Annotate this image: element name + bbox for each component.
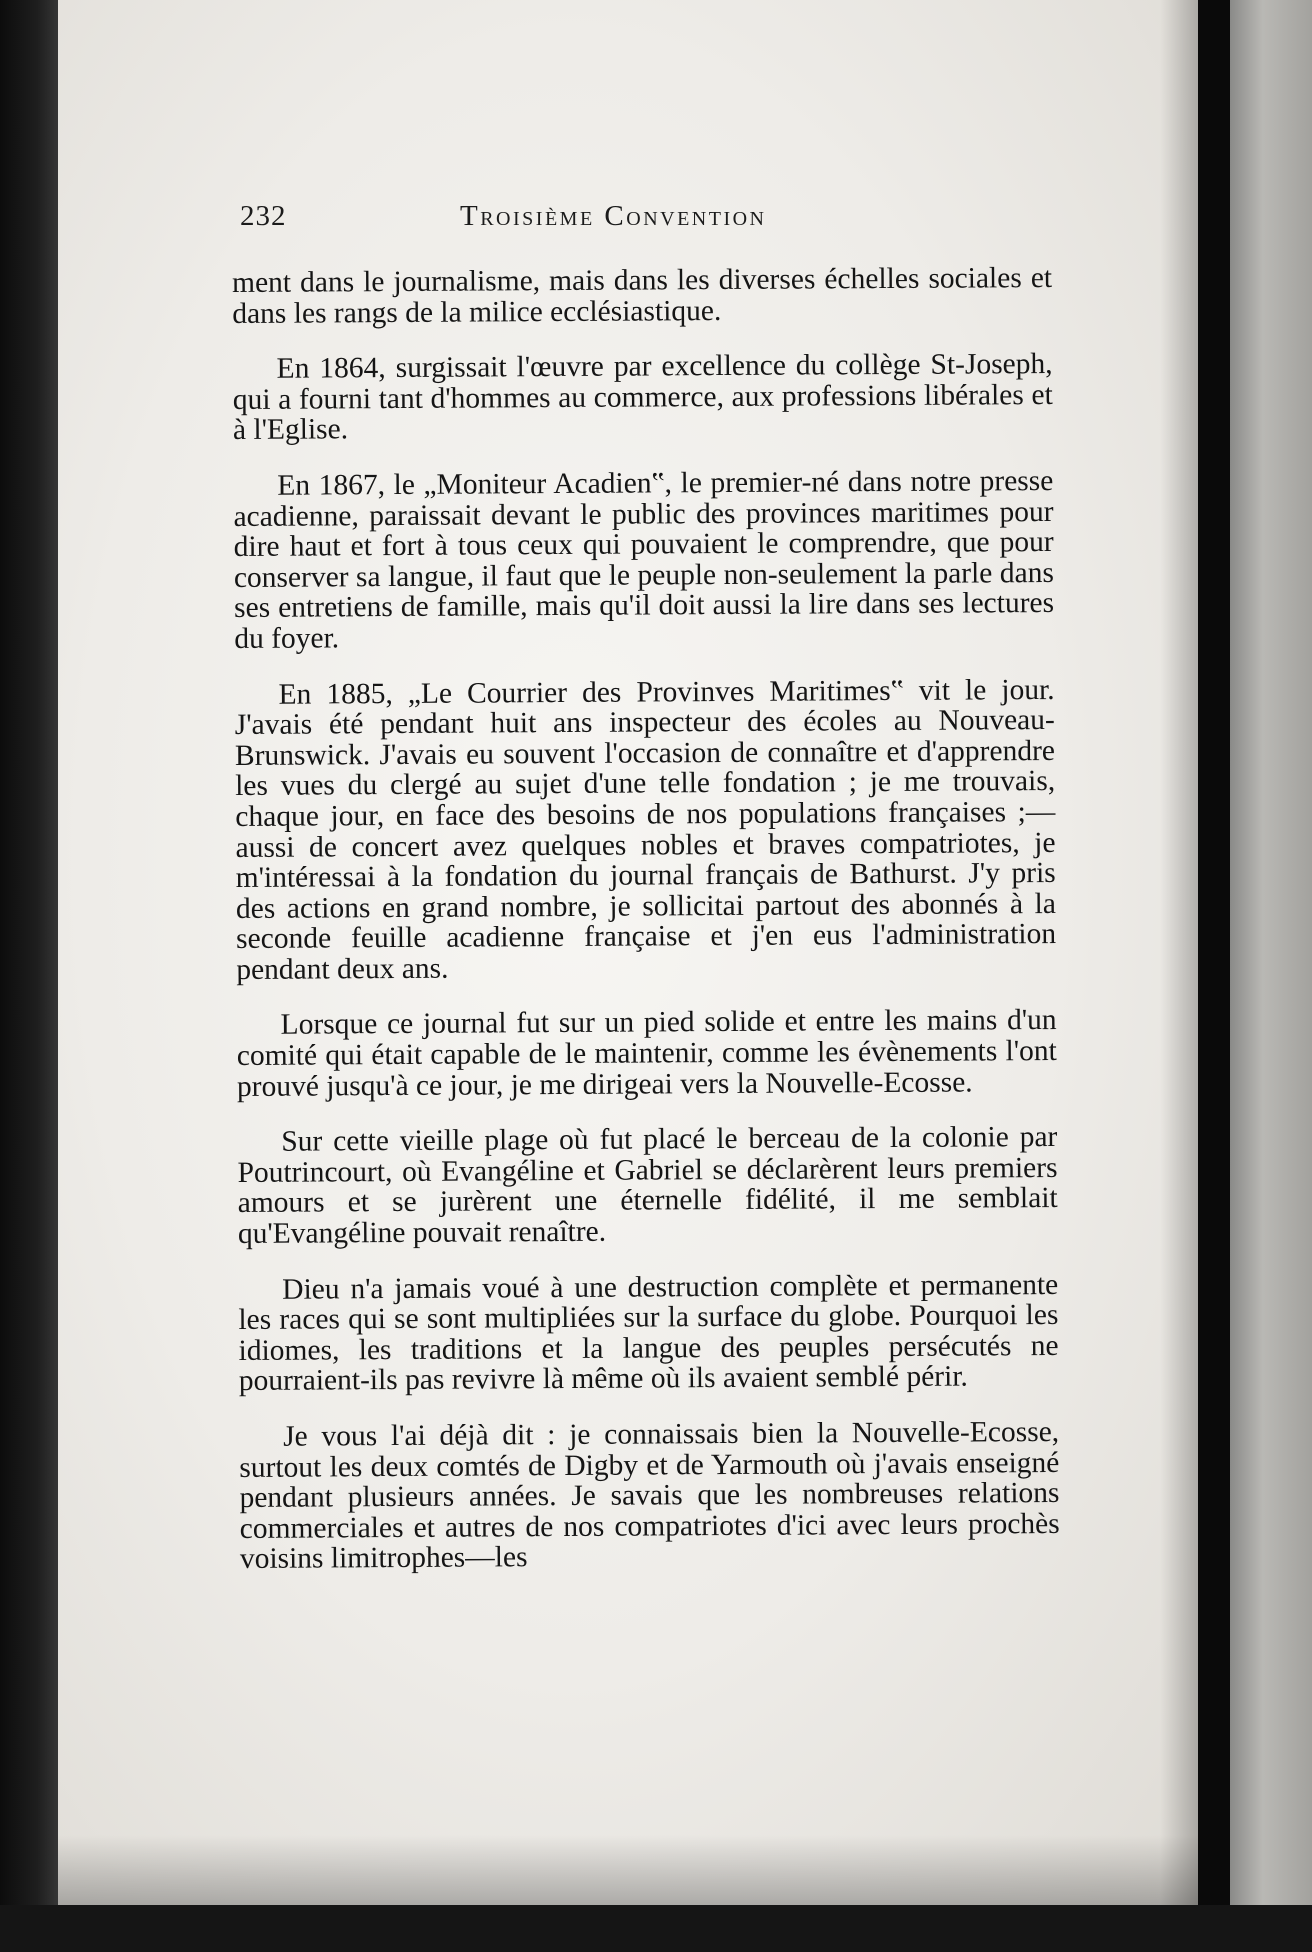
running-head: Troisième Convention (460, 200, 767, 232)
gutter-shadow (1160, 0, 1200, 1905)
paragraph: ment dans le journalisme, mais dans les diverses échelles sociales et dans les rangs de la milice ecclésiastique. (231, 261, 1053, 330)
book-binding (1198, 0, 1230, 1952)
body-text (232, 263, 1060, 1600)
paragraph: Dieu n'a jamais voué à une destruction complète et permanente les races qui se sont multipliées sur la surface du globe. Pourquoi les idiomes, les traditions et la langue des peuples persécutés ne pourraient-ils pas revivre là même où ils avaient semblé périr. (238, 1268, 1059, 1398)
page-header (240, 200, 880, 240)
bottom-edge (0, 1905, 1312, 1952)
paragraph: En 1864, surgissait l'œuvre par excellence du collège St-Joseph, qui a fourni tant d'hommes au commerce, aux professions libérales et à l'Eglise. (232, 348, 1053, 447)
paragraph: En 1867, le „Moniteur Acadien‟, le premier-né dans notre presse acadienne, paraissait devant le public des provinces maritimes pour dire haut et fort à tous ceux qui pouvaient le comprendre, que pour conserver sa langue, il faut que le peuple non-seulement la parle dans ses entretiens de famille, mais qu'il doit aussi la lire dans ses lectures du foyer. (233, 464, 1055, 655)
page-number: 232 (240, 200, 287, 232)
paragraph: Je vous l'ai déjà dit : je connaissais bien la Nouvelle-Ecosse, surtout les deux comtés de Digby et de Yarmouth où j'avais enseigné pendant plusieurs années. Je savais que les nombreuses relations commerciales et autres de nos compatriotes d'ici avec leurs prochès voisins limitrophes—les (239, 1415, 1060, 1576)
left-book-edge (0, 0, 62, 1952)
paragraph: En 1885, „Le Courrier des Provinves Maritimes‟ vit le jour. J'avais été pendant huit ans inspecteur des écoles au Nouveau-Brunswick. J'avais eu souvent l'occasion de connaître et d'apprendre les vues du clergé au sujet d'une telle fondation ; je me trouvais, chaque jour, en face des besoins de nos populations françaises ;—aussi de concert avez quelques nobles et braves compatriotes, je m'intéressai à la fondation du journal français de Bathurst. J'y pris des actions en grand nombre, je sollicitai partout des abonnés à la seconde feuille acadienne française et j'en eus l'administration pendant deux ans. (234, 673, 1057, 986)
facing-page-edge (1230, 0, 1312, 1952)
paragraph: Sur cette vieille plage où fut placé le berceau de la colonie par Poutrincourt, où Evangéline et Gabriel se déclarèrent leurs premiers amours et se jurèrent une éternelle fidélité, il me semblait qu'Evangéline pouvait renaître. (237, 1121, 1058, 1251)
paragraph: Lorsque ce journal fut sur un pied solide et entre les mains d'un comité qui était capable de le maintenir, comme les évènements l'ont prouvé jusqu'à ce jour, je me dirigeai vers la Nouvelle-Ecosse. (236, 1004, 1057, 1103)
